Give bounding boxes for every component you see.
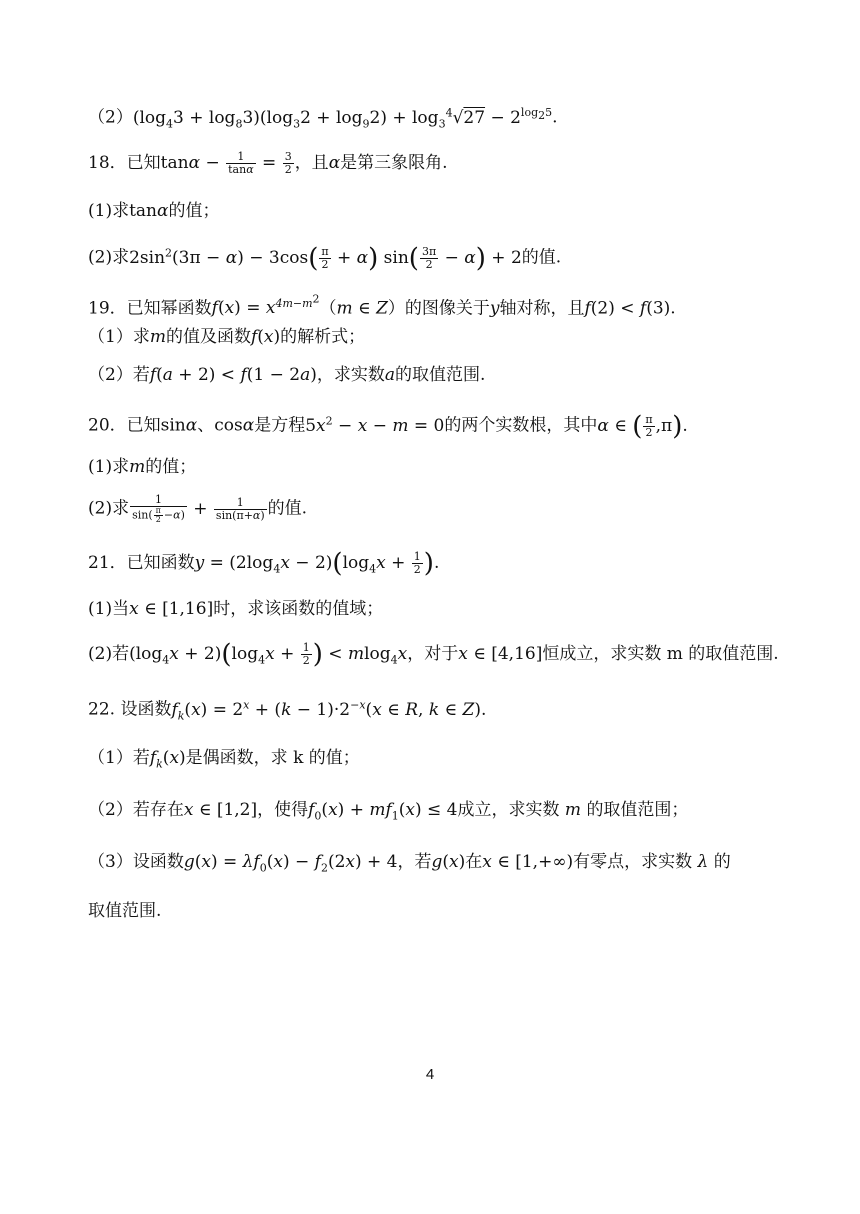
q19-p2-prefix: （2）若 (88, 365, 150, 385)
page-number: 4 (425, 1066, 435, 1083)
q18-part2 (88, 240, 780, 274)
q20-eq-tail: 的两个实数根，其中 (444, 415, 598, 436)
q18-prefix: 18．已知 (88, 153, 161, 173)
q22-part3: （3）设函数$g(x) = \lambda f_0(x) - f_2(2x) + 4$，若g(x)在x ∈ [1,+∞)有零点，求实数 λ 的 (88, 852, 731, 875)
q19-y: y (489, 298, 500, 319)
q19-p1-tail: 的解析式； (280, 327, 366, 347)
q22-p2-end: 的取值范围； (586, 800, 689, 820)
q18-alpha: α (328, 153, 341, 173)
q20-p2-tail: 的值. (267, 498, 308, 519)
q22-p1-tail: 是偶函数，求 k 的值； (185, 748, 360, 768)
q21-p1-prefix: (1)当 (88, 599, 130, 619)
q22-part2: （2）若存在x ∈ [1,2]，使得$f_0(x) + mf_1(x) \le 4$成立，求实数 m 的取值范围； (88, 800, 689, 823)
q17-part2-label: （2） (88, 107, 133, 128)
q17-part2-expr: $(\log_43 + \log_83)(\log_32 + \log_92) + \log_3^4√27 - 2^{log_25}$ (132, 106, 553, 131)
q22-p3-prefix: （3）设函数 (88, 852, 184, 872)
q19-part1: （1）求m的值及函数f(x)的解析式； (88, 327, 366, 347)
q19-mz: ）的图像关于 (387, 298, 490, 319)
q20-part1: (1)求m的值； (88, 457, 197, 477)
q18-p2-tail: 的值. (521, 247, 562, 268)
q21-p2-tail: 恒成立，求实数 m 的取值范围. (542, 644, 779, 664)
q22-part1: （1）若$f_k(x)$是偶函数，求 k 的值； (88, 748, 360, 771)
q21-p2-mid: ，对于 (407, 644, 459, 664)
q19-prefix: 19．已知幂函数 (88, 298, 212, 319)
q20-mid: 是方程 (254, 415, 306, 436)
q22-p3-mid: ，若 (397, 852, 432, 872)
q22-stem: 22. 设函数$f_k(x) = 2^x + (k - 1)\cdot 2^{-x}(x$ ∈ R, k ∈ Z). (88, 698, 487, 723)
q20-part2: (2)求 1 sin( $\frac{\pi}{2}$ −α) + $\frac{1}{\sin(\pi+\alpha)}$ 的值. (88, 493, 308, 524)
q21-p2-prefix: (2)若 (88, 644, 130, 664)
q20-prefix: 20．已知 (88, 415, 161, 436)
q19-axis: 轴对称，且 (499, 298, 585, 319)
q21-stem: 21．已知函数$y = (2\log_4x - 2)(\log_4x$ + $\frac{1}{2}$ ). (88, 548, 440, 579)
q18-part1: (1)求tanα的值； (88, 201, 220, 221)
q19-p1-prefix: （1）求 (88, 327, 150, 347)
q19-func: $f(x) = x^{4m-m^2}$ (211, 292, 320, 319)
q19-part2: （2）若f(a + 2) < f(1 − 2a)，求实数a的取值范围. (88, 365, 486, 385)
q18-p1-tail: 的值； (168, 201, 220, 221)
q22-part3-cont (88, 898, 780, 924)
q22-p2-tail: 成立，求实数 (457, 800, 560, 820)
q19-p2-mid: ，求实数 (316, 365, 385, 385)
q22-prefix: 22. 设函数 (88, 699, 172, 720)
q20-p1-tail: 的值； (145, 457, 197, 477)
q18-quadrant: 是第三象限角. (340, 153, 448, 173)
q20-stem: 20．已知sinα、cosα是方程$5x^2 - x - m = 0$的两个实数根，其中α ∈ ( $\frac{\pi}{2}$ ,π). (88, 411, 688, 442)
q21-prefix: 21．已知函数 (88, 553, 195, 573)
q18-p2-expr: $2\sin^2(3\pi - \alpha) - 3\cos$( $\frac{\pi}{2}$ + α) sin( $\frac{3\pi}{2}$ − α) + 2 (129, 243, 522, 274)
q22-p2-mid: ，使得 (257, 800, 309, 820)
q17-part2 (88, 100, 780, 137)
q17-part2-tail: . (552, 107, 558, 128)
q22-p3-tail: 有零点，求实数 (573, 852, 693, 872)
q22-p3-mid2: 在 (465, 852, 483, 872)
q19-stem: 19．已知幂函数$f(x) = x^{4m-m^2}(m$ ∈ Z）的图像关于y轴对称，且f(2) < f(3). (88, 292, 676, 319)
q18-condition: tanα − $\frac{1}{\tan\alpha}$ = $\frac{3}{2}$ (160, 150, 292, 176)
q22-p3-cont: 取值范围. (88, 901, 162, 921)
q20-p2-prefix: (2)求 (88, 498, 130, 519)
q19-mid: （ (319, 298, 337, 319)
q19-p1-mid: 的值及函数 (165, 327, 251, 347)
q21-part1: (1)当x ∈ [1,16]时，求该函数的值域； (88, 599, 384, 619)
q19-p2-tail: 的取值范围. (395, 365, 486, 385)
q20-p1-prefix: (1)求 (88, 457, 130, 477)
q18-cond: ，且 (294, 153, 329, 173)
q21-p1-mid: 时，求该函数的值域； (213, 599, 384, 619)
q22-p2-prefix: （2）若存在 (88, 800, 184, 820)
q18-stem (88, 150, 780, 176)
q22-p3-end: 的 (713, 852, 731, 872)
q21-part2: (2)若$(\log_4x + 2)(\log_4x$ + $\frac{1}{2}$ ) < mlog$_4$x，对于x ∈ [4,16]恒成立，求实数 m 的取值范围. (88, 639, 779, 670)
q18-p2-prefix: (2)求 (88, 247, 130, 268)
q22-p1-prefix: （1）若 (88, 748, 150, 768)
q18-p1-prefix: (1)求 (88, 201, 130, 221)
